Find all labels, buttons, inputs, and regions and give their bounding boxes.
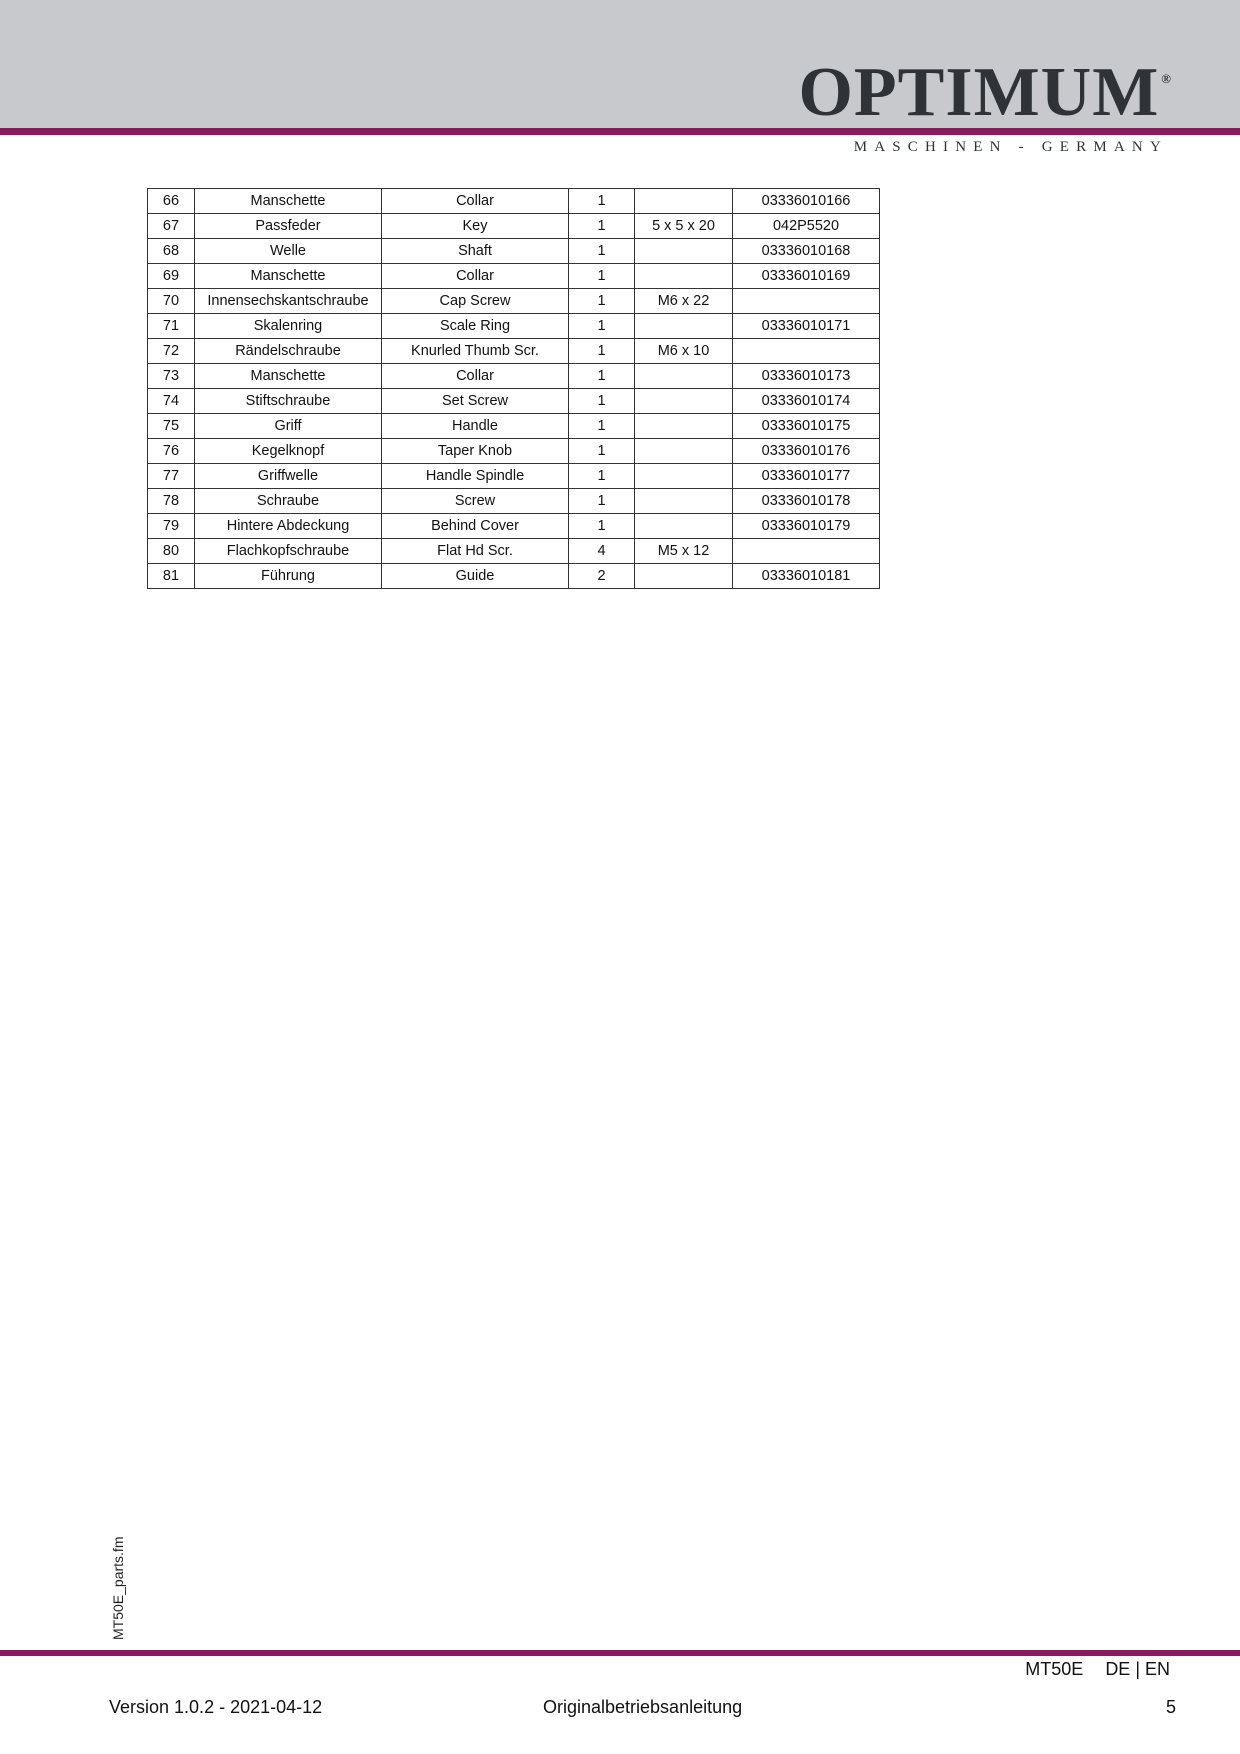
table-row (148, 239, 880, 264)
item-number-cell: 74 (148, 389, 195, 414)
table-row (148, 264, 880, 289)
size-cell (635, 489, 733, 514)
manual-title: Originalbetriebsanleitung (543, 1697, 743, 1717)
size-cell (635, 189, 733, 214)
source-file-label: MT50E_parts.fm (110, 1536, 126, 1640)
size-cell (635, 239, 733, 264)
quantity-cell: 1 (569, 314, 635, 339)
parts-table (147, 188, 880, 589)
item-number-cell: 80 (148, 539, 195, 564)
english-name-cell: Screw (382, 489, 569, 514)
quantity-cell: 1 (569, 364, 635, 389)
size-cell: 5 x 5 x 20 (635, 214, 733, 239)
item-number-cell: 68 (148, 239, 195, 264)
english-name-cell: Guide (382, 564, 569, 589)
registered-mark: ® (1161, 71, 1172, 86)
german-name-cell: Hintere Abdeckung (195, 514, 382, 539)
item-number-cell: 77 (148, 464, 195, 489)
table-row (148, 539, 880, 564)
article-number-cell: 03336010177 (733, 464, 880, 489)
brand-name: OPTIMUM (798, 54, 1160, 131)
item-number-cell: 73 (148, 364, 195, 389)
item-number-cell: 75 (148, 414, 195, 439)
english-name-cell: Handle Spindle (382, 464, 569, 489)
table-row (148, 464, 880, 489)
brand-logo (798, 54, 1172, 131)
article-number-cell (733, 539, 880, 564)
table-row (148, 339, 880, 364)
article-number-cell: 042P5520 (733, 214, 880, 239)
model-code: MT50E (1025, 1659, 1084, 1679)
german-name-cell: Manschette (195, 189, 382, 214)
quantity-cell: 1 (569, 439, 635, 464)
table-row (148, 414, 880, 439)
table-row (148, 514, 880, 539)
english-name-cell: Collar (382, 364, 569, 389)
quantity-cell: 4 (569, 539, 635, 564)
size-cell: M6 x 22 (635, 289, 733, 314)
english-name-cell: Taper Knob (382, 439, 569, 464)
english-name-cell: Knurled Thumb Scr. (382, 339, 569, 364)
document-version: Version 1.0.2 - 2021-04-12 (109, 1697, 323, 1717)
size-cell (635, 364, 733, 389)
item-number-cell: 79 (148, 514, 195, 539)
page-number: 5 (1165, 1697, 1176, 1717)
english-name-cell: Key (382, 214, 569, 239)
german-name-cell: Manschette (195, 264, 382, 289)
german-name-cell: Flachkopfschraube (195, 539, 382, 564)
german-name-cell: Schraube (195, 489, 382, 514)
german-name-cell: Rändelschraube (195, 339, 382, 364)
size-cell (635, 264, 733, 289)
article-number-cell: 03336010166 (733, 189, 880, 214)
article-number-cell: 03336010174 (733, 389, 880, 414)
german-name-cell: Skalenring (195, 314, 382, 339)
item-number-cell: 81 (148, 564, 195, 589)
size-cell: M6 x 10 (635, 339, 733, 364)
article-number-cell (733, 339, 880, 364)
english-name-cell: Scale Ring (382, 314, 569, 339)
article-number-cell: 03336010175 (733, 414, 880, 439)
quantity-cell: 1 (569, 339, 635, 364)
footer-divider (0, 1650, 1240, 1656)
size-cell (635, 414, 733, 439)
article-number-cell: 03336010171 (733, 314, 880, 339)
quantity-cell: 1 (569, 189, 635, 214)
german-name-cell: Passfeder (195, 214, 382, 239)
english-name-cell: Flat Hd Scr. (382, 539, 569, 564)
article-number-cell: 03336010178 (733, 489, 880, 514)
quantity-cell: 1 (569, 389, 635, 414)
article-number-cell: 03336010169 (733, 264, 880, 289)
brand-tagline: MASCHINEN - GERMANY (853, 139, 1168, 155)
size-cell (635, 314, 733, 339)
article-number-cell: 03336010168 (733, 239, 880, 264)
size-cell (635, 389, 733, 414)
table-row (148, 489, 880, 514)
german-name-cell: Griffwelle (195, 464, 382, 489)
quantity-cell: 1 (569, 414, 635, 439)
german-name-cell: Manschette (195, 364, 382, 389)
quantity-cell: 1 (569, 289, 635, 314)
english-name-cell: Cap Screw (382, 289, 569, 314)
english-name-cell: Collar (382, 189, 569, 214)
item-number-cell: 66 (148, 189, 195, 214)
table-row (148, 214, 880, 239)
quantity-cell: 1 (569, 264, 635, 289)
quantity-cell: 1 (569, 239, 635, 264)
table-row (148, 364, 880, 389)
table-row (148, 314, 880, 339)
quantity-cell: 2 (569, 564, 635, 589)
table-row (148, 439, 880, 464)
german-name-cell: Führung (195, 564, 382, 589)
language-codes: DE | EN (1105, 1659, 1170, 1679)
item-number-cell: 69 (148, 264, 195, 289)
article-number-cell: 03336010179 (733, 514, 880, 539)
quantity-cell: 1 (569, 464, 635, 489)
size-cell (635, 439, 733, 464)
table-row (148, 389, 880, 414)
item-number-cell: 70 (148, 289, 195, 314)
article-number-cell (733, 289, 880, 314)
table-row (148, 289, 880, 314)
article-number-cell: 03336010173 (733, 364, 880, 389)
quantity-cell: 1 (569, 514, 635, 539)
size-cell (635, 464, 733, 489)
size-cell: M5 x 12 (635, 539, 733, 564)
english-name-cell: Behind Cover (382, 514, 569, 539)
article-number-cell: 03336010176 (733, 439, 880, 464)
english-name-cell: Collar (382, 264, 569, 289)
item-number-cell: 71 (148, 314, 195, 339)
item-number-cell: 78 (148, 489, 195, 514)
english-name-cell: Set Screw (382, 389, 569, 414)
table-row (148, 189, 880, 214)
size-cell (635, 514, 733, 539)
table-row (148, 564, 880, 589)
english-name-cell: Shaft (382, 239, 569, 264)
german-name-cell: Welle (195, 239, 382, 264)
german-name-cell: Griff (195, 414, 382, 439)
article-number-cell: 03336010181 (733, 564, 880, 589)
item-number-cell: 76 (148, 439, 195, 464)
item-number-cell: 67 (148, 214, 195, 239)
model-language (1025, 1659, 1170, 1680)
parts-table-body (148, 189, 880, 589)
german-name-cell: Innensechskantschraube (195, 289, 382, 314)
quantity-cell: 1 (569, 489, 635, 514)
german-name-cell: Kegelknopf (195, 439, 382, 464)
quantity-cell: 1 (569, 214, 635, 239)
item-number-cell: 72 (148, 339, 195, 364)
german-name-cell: Stiftschraube (195, 389, 382, 414)
english-name-cell: Handle (382, 414, 569, 439)
size-cell (635, 564, 733, 589)
